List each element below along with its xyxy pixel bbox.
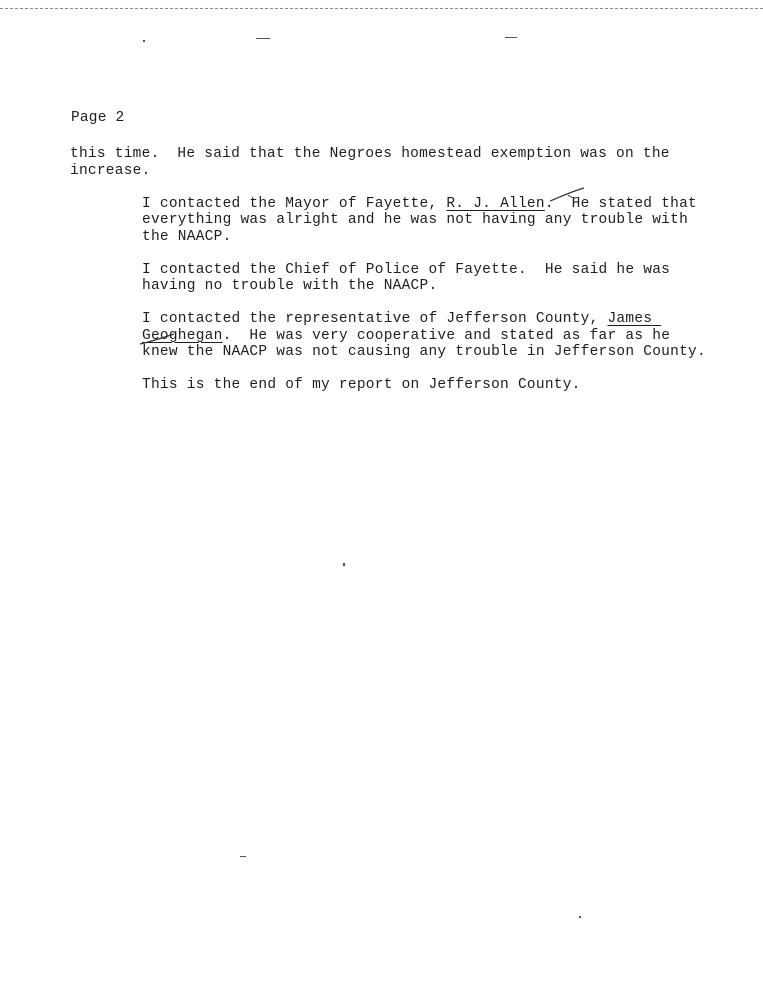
scan-speck (579, 916, 581, 918)
report-body (70, 146, 710, 410)
page-top-edge (0, 0, 763, 9)
representative-name: James Geoghegan (142, 311, 662, 344)
pen-check-mark (548, 186, 588, 206)
paragraph-continuation: this time. He said that the Negroes homestead exemption was on the increase. (70, 146, 679, 179)
paragraph-mayor-lead: I contacted the Mayor of Fayette, (142, 195, 447, 212)
pen-strike-mark (138, 332, 178, 348)
scan-speck (256, 38, 270, 39)
mayor-name: R. J. Allen (446, 195, 545, 212)
paragraph-representative-lead: I contacted the representative of Jefferson County, (142, 311, 608, 327)
paragraph-police-chief: I contacted the Chief of Police of Fayette. He said he was having no trouble with the NAACP. (142, 261, 680, 294)
scan-speck (343, 563, 345, 566)
scan-speck (240, 856, 246, 857)
paragraph-representative-rest: . He was very cooperative and stated as far as he knew the NAACP was not causing any trouble in Jefferson County. (142, 327, 706, 360)
page-number-label: Page 2 (71, 110, 125, 126)
paragraph-mayor-rest: . He stated that everything was alright and he was not having any trouble with the NAACP. (142, 195, 706, 245)
paragraph-mayor (70, 196, 710, 246)
scan-speck (143, 40, 145, 42)
paragraph-closing: This is the end of my report on Jefferson County. (142, 377, 581, 393)
scan-speck (505, 37, 517, 38)
